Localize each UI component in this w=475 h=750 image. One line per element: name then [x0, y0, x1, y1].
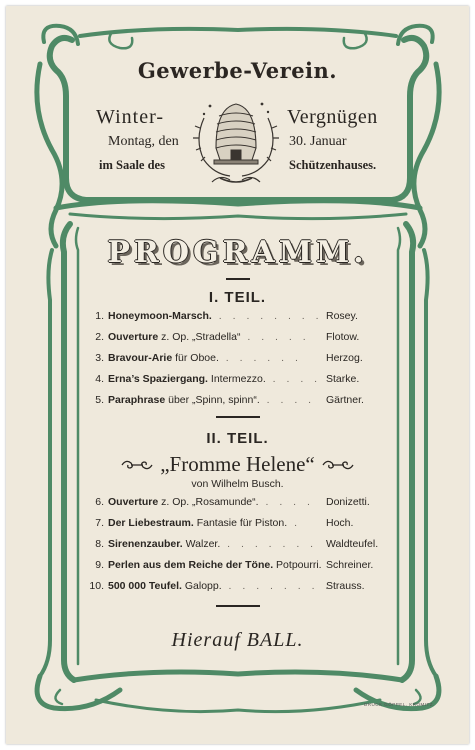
part-two-heading: II. TEIL. [206, 430, 269, 447]
item-number: 2. [95, 331, 104, 343]
club-title: Gewerbe-Verein. [137, 58, 338, 83]
date-label: Montag, den [108, 134, 179, 149]
item-title: Ouverture [108, 331, 159, 343]
printer-imprint: DRUCK GÖPPEL, KROMITZ. [364, 702, 435, 707]
item-title: Der Liebestraum. [108, 517, 194, 529]
item-detail: Intermezzo. [207, 373, 266, 385]
closing-line: Hierauf BALL. [171, 629, 304, 651]
item-composer: Herzog. [326, 352, 363, 364]
item-composer: Rosey. [326, 310, 358, 322]
item-number: 6. [95, 496, 104, 508]
item-composer: Strauss. [326, 580, 365, 592]
item-title: Honeymoon-Marsch. [108, 310, 212, 322]
date-value: 30. Januar [289, 134, 347, 149]
item-detail: Galopp. [181, 580, 222, 592]
item-detail: Fantasie für Piston. [193, 517, 288, 529]
item-number: 3. [95, 352, 104, 364]
item-title: Paraphrase [108, 394, 166, 406]
program-item: 8. Sirenenzauber. Walzer. . . . . . . . Waldteufel. [95, 538, 379, 550]
venue-value: Schützenhauses. [289, 158, 377, 172]
section-divider [216, 416, 260, 418]
item-title: Perlen aus dem Reiche der Töne. [108, 559, 274, 571]
item-detail: über „Spinn, spinn“. [165, 394, 260, 406]
item-number: 9. [95, 559, 104, 571]
part-two-author: von Wilhelm Busch. [191, 478, 284, 490]
item-title: Ouverture [108, 496, 159, 508]
item-number: 8. [95, 538, 104, 550]
title-underline [226, 278, 250, 280]
item-detail: z. Op. „Rosamunde“. [158, 496, 259, 508]
item-detail: für Oboe. [172, 352, 219, 364]
item-number: 5. [95, 394, 104, 406]
event-word-right: Vergnügen [287, 106, 378, 128]
part-one-heading: I. TEIL. [208, 289, 267, 306]
item-number: 1. [95, 310, 104, 322]
item-detail: Potpourri. [273, 559, 322, 571]
event-word-left: Winter- [96, 106, 164, 128]
item-detail: Walzer. [182, 538, 221, 550]
venue-label: im Saale des [99, 158, 165, 172]
item-title: Erna’s Spaziergang. [108, 373, 208, 385]
program-item: 6. Ouverture z. Op. „Rosamunde“. . . . . Donizetti. [95, 496, 370, 508]
program-item [94, 559, 394, 577]
part-two-subtitle: „Fromme Helene“ [160, 452, 315, 476]
item-composer: Starke. [326, 373, 360, 385]
item-composer: Flotow. [326, 331, 360, 343]
item-title: Sirenenzauber. [108, 538, 183, 550]
item-number: 10. [89, 580, 104, 592]
program-item: 10. 500 000 Teufel. Galopp. . . . . . . . . Strauss. [89, 580, 365, 592]
section-divider [216, 605, 260, 607]
program-title: PROGRAMM. [107, 235, 368, 270]
item-title: 500 000 Teufel. [108, 580, 182, 592]
program-item: 4. Erna’s Spaziergang. Intermezzo. . . . . Starke. [95, 373, 360, 385]
item-composer: Gärtner. [326, 394, 364, 406]
program-item: 7. Der Liebestraum. Fantasie für Piston. . Hoch. [95, 517, 354, 529]
item-composer: Hoch. [326, 517, 354, 529]
program-item: 1. Honeymoon-Marsch. . . . . . . . . Rosey. [95, 310, 358, 322]
item-number: 4. [95, 373, 104, 385]
item-title: Bravour-Arie [108, 352, 173, 364]
program-item: 5. Paraphrase über „Spinn, spinn“. . . . . Gärtner. [95, 394, 364, 406]
item-detail: z. Op. „Stradella“ [158, 331, 241, 343]
item-composer: Waldteufel. [326, 538, 379, 550]
item-number: 7. [95, 517, 104, 529]
program-item: 2. Ouverture z. Op. „Stradella“ . . . . . Flotow. [95, 331, 360, 343]
item-composer: Schreiner. [326, 559, 374, 571]
program-item: 3. Bravour-Arie für Oboe. . . . . . . Herzog. [95, 352, 363, 364]
item-composer: Donizetti. [326, 496, 370, 508]
beehive-emblem-icon [190, 88, 282, 188]
scroll-ornament-icon [321, 458, 355, 472]
